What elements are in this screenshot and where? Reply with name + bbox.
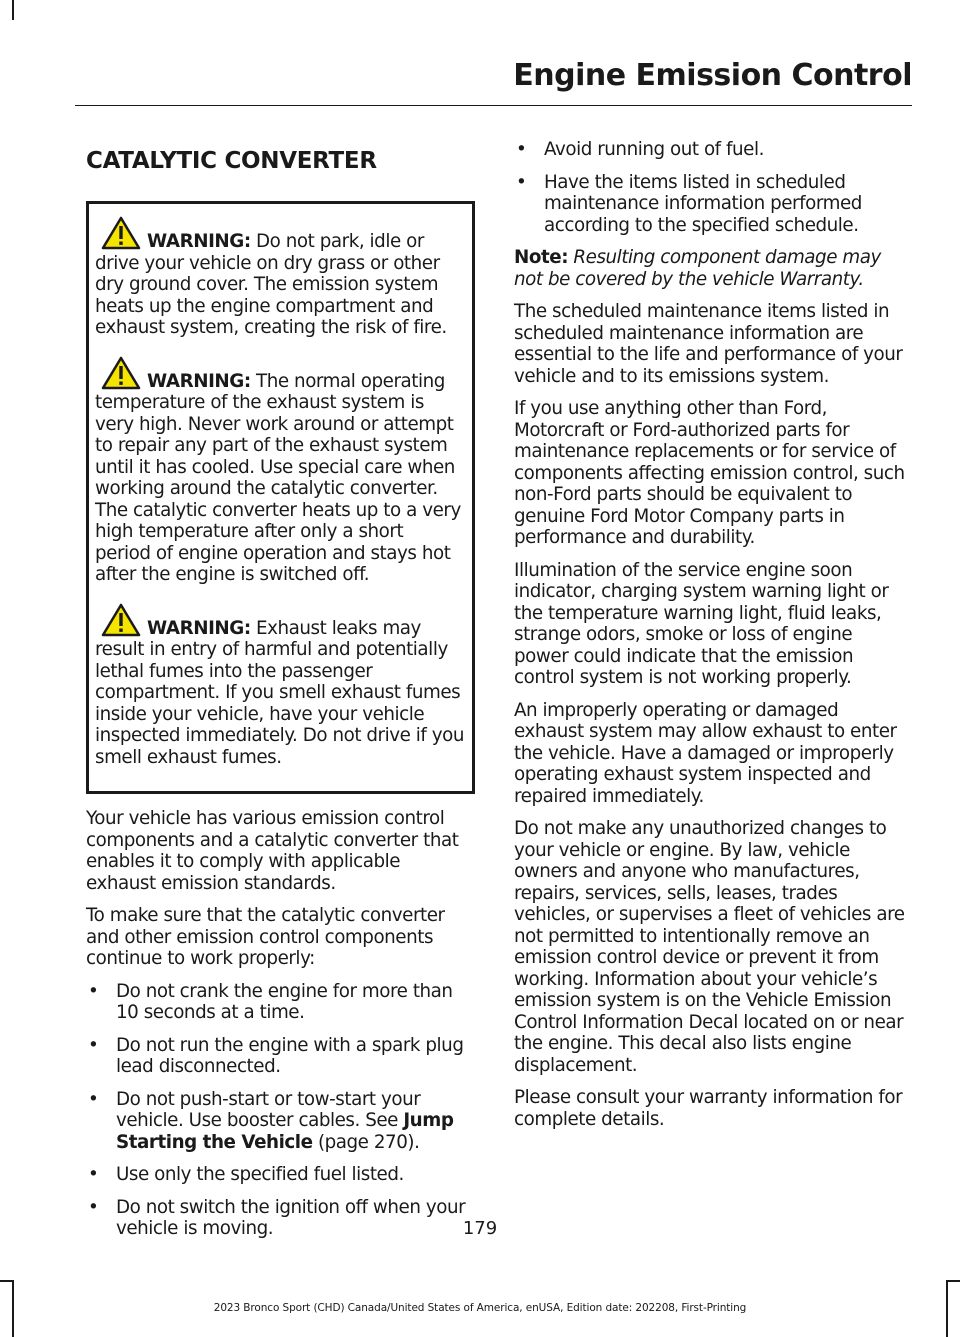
paragraph: Please consult your warranty information for complete details.: [514, 1087, 903, 1130]
paragraph: The scheduled maintenance items listed in scheduled maintenance information are essential to the life and performance of your vehicle and to its emissions system.: [514, 301, 903, 387]
left-column: [86, 147, 475, 1251]
note-text: Resulting component damage may not be covered by the vehicle Warranty.: [514, 247, 881, 290]
right-bullet-list: [514, 139, 910, 236]
paragraph: If you use anything other than Ford, Motorcraft or Ford-authorized parts for maintenance replacements or for service of components affecting emission control, such non-Ford parts should be equivalent to genuine Ford Motor Company parts in performance and durability.: [514, 398, 905, 548]
note-paragraph: [514, 247, 910, 290]
section-heading: CATALYTIC CONVERTER: [86, 148, 377, 174]
warning-text: Exhaust leaks may result in entry of harmful and potentially lethal fumes into the passenger compartment. If you smell exhaust fumes inside your vehicle, have your vehicle inspected immediately. Do not drive if you smell exhaust fumes.: [95, 617, 464, 768]
page-header-title: Engine Emission Control: [513, 58, 912, 93]
list-item: • Use only the specified fuel listed.: [86, 1164, 475, 1186]
page-footer: 2023 Bronco Sport (CHD) Canada/United States of America, enUSA, Edition date: 202208, First-Printing: [213, 1302, 747, 1314]
note-label: Note:: [514, 247, 569, 268]
warning-triangle-icon: [101, 216, 141, 250]
list-item: • Avoid running out of fuel.: [514, 139, 910, 161]
left-bullet-list: [86, 981, 475, 1240]
list-item: • Do not run the engine with a spark plug lead disconnected.: [86, 1035, 475, 1078]
warning-1: [95, 216, 464, 339]
right-column: [514, 139, 910, 1141]
warning-label: WARNING:: [147, 617, 251, 639]
list-item: • Do not crank the engine for more than 10 seconds at a time.: [86, 981, 475, 1024]
cross-reference-link[interactable]: Jump Starting the Vehicle: [116, 1110, 454, 1153]
list-item-text: Do not push-start or tow-start your vehicle. Use booster cables. See: [116, 1088, 421, 1131]
warning-triangle-icon: [101, 356, 141, 390]
list-item: [86, 1089, 475, 1154]
crop-mark-top-left: [12, 0, 14, 20]
paragraph: Do not make any unauthorized changes to your vehicle or engine. By law, vehicle owners and anyone who manufactures, repairs, services, sells, leases, trades vehicles, or supervises a fleet of vehicles are not permitted to intentionally remove an emission control device or prevent it from working. Information about your vehicle’s emission system is on the Vehicle Emission Control Information Decal located on or near the engine. This decal also lists engine displacement.: [514, 818, 905, 1076]
paragraph: Illumination of the service engine soon indicator, charging system warning light or the temperature warning light, fluid leaks, strange odors, smoke or loss of engine power could indicate that the emission control system is not working properly.: [514, 559, 889, 688]
warning-label: WARNING:: [147, 370, 251, 392]
list-item: • Have the items listed in scheduled maintenance information performed according to the specified schedule.: [514, 172, 910, 237]
list-intro-paragraph: To make sure that the catalytic converter and other emission control components continue to work properly:: [86, 905, 445, 969]
warning-box: [86, 201, 475, 794]
warning-text: Do not park, idle or drive your vehicle on dry grass or other dry ground cover. The emission system heats up the engine compartment and exhaust system, creating the risk of fire.: [95, 231, 447, 338]
paragraph: An improperly operating or damaged exhaust system may allow exhaust to enter the vehicle. Have a damaged or improperly operating exhaust system inspected and repaired immediately.: [514, 699, 897, 807]
crop-mark-bottom-right-h: [947, 1280, 960, 1282]
header-rule: [75, 105, 912, 106]
warning-2: [95, 356, 464, 586]
warning-triangle-icon: [101, 603, 141, 637]
page-number: 179: [462, 1218, 498, 1239]
warning-text: The normal operating temperature of the exhaust system is very high. Never work around or attempt to repair any part of the exhaust system until it has cooled. Use special care when working around the catalytic converter. The catalytic converter heats up to a very high temperature after only a short period of engine operation and stays hot after the engine is switched off.: [95, 370, 461, 585]
list-item: • Do not switch the ignition off when your vehicle is moving.: [86, 1197, 475, 1240]
intro-paragraph: Your vehicle has various emission control components and a catalytic converter that enables it to comply with applicable exhaust emission standards.: [86, 808, 459, 894]
warning-3: [95, 603, 464, 769]
warning-label: WARNING:: [147, 231, 251, 252]
crop-mark-bottom-left-h: [0, 1280, 12, 1282]
page-reference: (page 270).: [312, 1131, 420, 1153]
